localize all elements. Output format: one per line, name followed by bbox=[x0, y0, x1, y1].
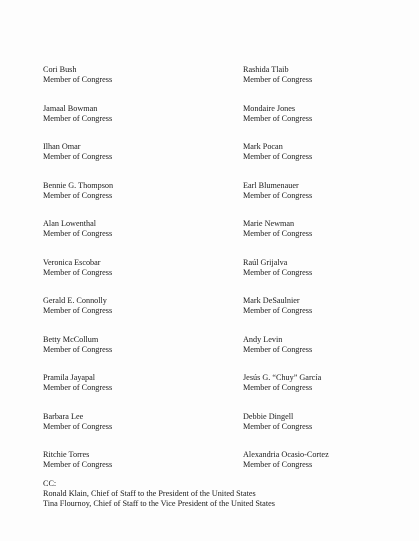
signer-block bbox=[243, 65, 383, 104]
signer-block bbox=[243, 335, 383, 374]
signer-title: Member of Congress bbox=[43, 152, 113, 161]
signer-title: Member of Congress bbox=[243, 383, 313, 392]
signer-name: Pramila Jayapal bbox=[43, 373, 96, 382]
signer-block bbox=[43, 296, 243, 335]
cc-line: Tina Flournoy, Chief of Staff to the Vice President of the United States bbox=[43, 499, 275, 508]
cc-label: CC: bbox=[43, 479, 57, 488]
signer-name: Marie Newman bbox=[243, 219, 295, 228]
signer-name: Cori Bush bbox=[43, 65, 77, 74]
signer-title: Member of Congress bbox=[243, 460, 313, 469]
signer-title: Member of Congress bbox=[43, 421, 113, 431]
signer-block bbox=[43, 335, 243, 374]
cc-line: Ronald Klain, Chief of Staff to the President of the United States bbox=[43, 489, 256, 498]
signer-block bbox=[243, 104, 383, 143]
signer-title: Member of Congress bbox=[243, 306, 313, 315]
signer-name: Alexandria Ocasio-Cortez bbox=[243, 450, 329, 459]
signer-name: Ilhan Omar bbox=[43, 142, 81, 151]
signer-block bbox=[243, 296, 383, 335]
signer-title: Member of Congress bbox=[43, 460, 113, 469]
signer-name: Veronica Escobar bbox=[43, 257, 101, 267]
signer-title: Member of Congress bbox=[243, 152, 313, 161]
signer-title: Member of Congress bbox=[243, 267, 313, 277]
signer-title: Member of Congress bbox=[243, 344, 313, 354]
signer-title: Member of Congress bbox=[243, 421, 313, 431]
signer-block bbox=[43, 219, 243, 258]
signer-title: Member of Congress bbox=[43, 113, 113, 123]
signer-name: Raúl Grijalva bbox=[243, 257, 288, 267]
signer-block bbox=[43, 181, 243, 220]
signer-name: Jesús G. “Chuy” García bbox=[243, 373, 322, 382]
signer-block bbox=[243, 258, 383, 297]
signer-title: Member of Congress bbox=[243, 113, 313, 123]
signer-title: Member of Congress bbox=[43, 344, 113, 354]
signer-name: Barbara Lee bbox=[43, 411, 84, 421]
signer-block bbox=[243, 219, 383, 258]
signer-block bbox=[243, 142, 383, 181]
signer-block bbox=[43, 104, 243, 143]
signer-name: Rashida Tlaib bbox=[243, 65, 289, 74]
signer-name: Alan Lowenthal bbox=[43, 219, 96, 228]
signer-title: Member of Congress bbox=[43, 190, 113, 200]
cc-block bbox=[43, 479, 275, 509]
signer-name: Earl Blumenauer bbox=[243, 180, 299, 190]
signer-block bbox=[43, 142, 243, 181]
signer-name: Gerald E. Connolly bbox=[43, 296, 107, 305]
signer-title: Member of Congress bbox=[43, 75, 113, 84]
signature-grid bbox=[43, 65, 383, 489]
signer-name: Debbie Dingell bbox=[243, 411, 294, 421]
signer-title: Member of Congress bbox=[243, 190, 313, 200]
signer-name: Betty McCollum bbox=[43, 334, 99, 344]
signer-title: Member of Congress bbox=[43, 229, 113, 238]
signer-name: Mark Pocan bbox=[243, 142, 283, 151]
signer-title: Member of Congress bbox=[243, 229, 313, 238]
signer-title: Member of Congress bbox=[43, 267, 113, 277]
signer-name: Ritchie Torres bbox=[43, 450, 90, 459]
signer-name: Bennie G. Thompson bbox=[43, 180, 114, 190]
signer-block bbox=[243, 373, 383, 412]
signer-block bbox=[243, 181, 383, 220]
signer-block bbox=[43, 373, 243, 412]
signer-title: Member of Congress bbox=[43, 306, 113, 315]
signer-name: Andy Levin bbox=[243, 334, 283, 344]
signer-name: Mark DeSaulnier bbox=[243, 296, 300, 305]
signer-block bbox=[43, 412, 243, 451]
signer-name: Mondaire Jones bbox=[243, 103, 296, 113]
signer-name: Jamaal Bowman bbox=[43, 103, 98, 113]
signer-block bbox=[43, 65, 243, 104]
signer-block bbox=[243, 412, 383, 451]
signer-block bbox=[43, 258, 243, 297]
signer-title: Member of Congress bbox=[243, 75, 313, 84]
signer-title: Member of Congress bbox=[43, 383, 113, 392]
